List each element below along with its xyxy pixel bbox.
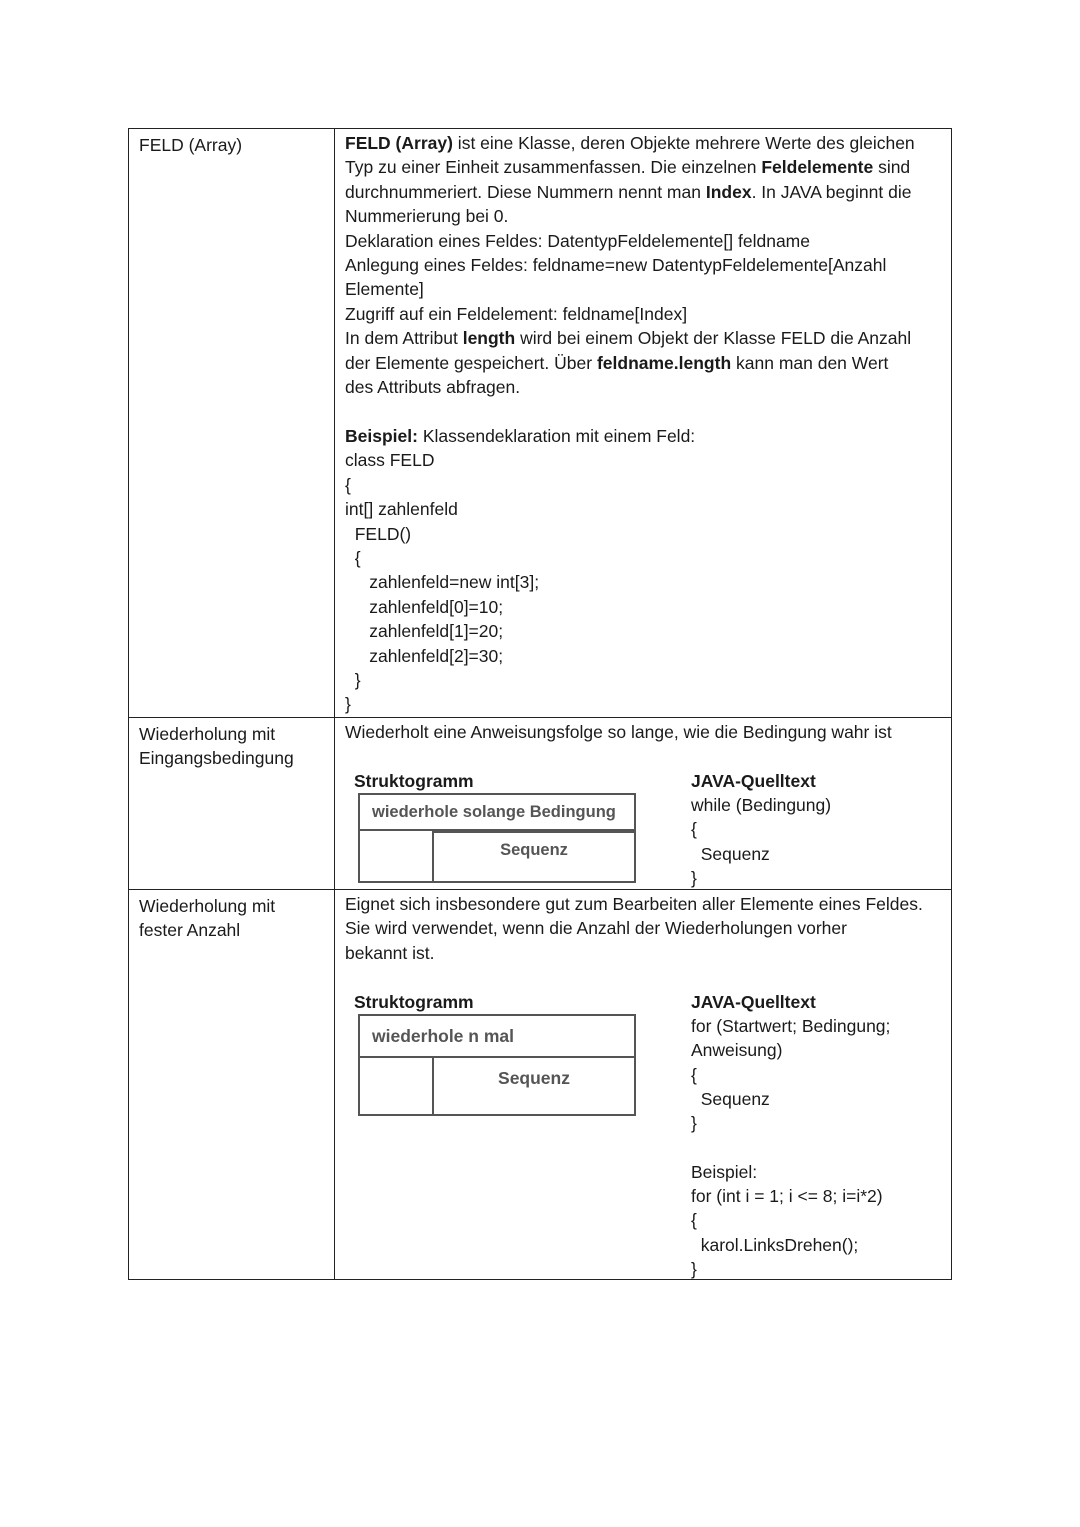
example-label: Beispiel: — [345, 425, 418, 446]
text-span: In dem Attribut — [345, 328, 463, 349]
creation-line: Anlegung eines Feldes: feldname=new DatentypFeldelemente[Anzahl — [345, 255, 887, 276]
text-span: Typ zu einer Einheit zusammenfassen. Die einzelnen — [345, 157, 762, 178]
bold-term: length — [462, 328, 516, 349]
code-line: } — [345, 694, 351, 715]
code-line: class FELD — [345, 450, 435, 471]
feld-code-block — [345, 448, 941, 716]
creation-line-cont: Elemente] — [345, 279, 424, 300]
struktogramm-label: Struktogramm — [354, 770, 474, 791]
text-span: der Elemente gespeichert. Über — [345, 352, 597, 373]
access-line: Zugriff auf ein Feldelement: feldname[Index] — [345, 303, 688, 324]
term-cell-while — [129, 717, 335, 889]
code-line: { — [691, 1064, 697, 1085]
bold-term: Index — [705, 181, 752, 202]
java-label: JAVA-Quelltext — [691, 770, 816, 791]
bold-term: FELD (Array) — [345, 133, 453, 153]
nsd-loop-header: wiederhole n mal — [360, 1016, 634, 1058]
code-line: { — [691, 1210, 697, 1231]
nassi-shneiderman-diagram — [358, 1014, 636, 1116]
code-line: Anweisung) — [691, 1040, 783, 1061]
code-line: { — [345, 474, 351, 495]
term-line: Wiederholung mit — [139, 895, 276, 916]
code-line: } — [691, 867, 697, 888]
code-line: while (Bedingung) — [691, 794, 832, 815]
while-description — [335, 718, 951, 888]
java-label: JAVA-Quelltext — [691, 991, 816, 1012]
table-row-while — [129, 717, 952, 889]
code-line: } — [345, 669, 361, 690]
code-line: Sequenz — [691, 1088, 770, 1109]
term-line: Eingangsbedingung — [139, 748, 294, 769]
text-span: sind — [873, 157, 911, 178]
while-desc-text: Wiederholt eine Anweisungsfolge so lange, wie die Bedingung wahr ist — [345, 721, 892, 742]
text-span: wird bei einem Objekt der Klasse FELD die Anzahl — [515, 328, 912, 349]
while-code-block — [691, 793, 831, 891]
for-desc-text: Sie wird verwendet, wenn die Anzahl der Wiederholungen vorher — [345, 918, 847, 939]
code-line: zahlenfeld[1]=20; — [345, 621, 504, 642]
term-line: fester Anzahl — [139, 920, 241, 941]
text-line: Nummerierung bei 0. — [345, 206, 509, 227]
term-while — [129, 718, 334, 775]
for-desc-text: Eignet sich insbesondere gut zum Bearbeiten aller Elemente eines Feldes. — [345, 893, 923, 914]
nassi-shneiderman-diagram — [358, 793, 636, 883]
example-text: Klassendeklaration mit einem Feld: — [417, 425, 696, 446]
code-line: } — [691, 1258, 697, 1279]
text-span: durchnummeriert. Diese Nummern nennt man — [345, 181, 706, 202]
code-line: for (int i = 1; i <= 8; i=i*2) — [691, 1185, 883, 1206]
code-line: FELD() — [345, 523, 412, 544]
for-example-code-block — [691, 1184, 883, 1282]
desc-cell-while — [335, 717, 952, 889]
code-line: { — [345, 547, 361, 568]
code-line: karol.LinksDrehen(); — [691, 1234, 859, 1255]
desc-cell-for — [335, 889, 952, 1279]
text-span: ist eine Klasse, deren Objekte mehrere Werte des gleichen — [452, 133, 915, 153]
code-line: int[] zahlenfeld — [345, 499, 458, 520]
code-line: { — [691, 819, 697, 840]
code-line: zahlenfeld[0]=10; — [345, 596, 504, 617]
code-line: zahlenfeld=new int[3]; — [345, 572, 540, 593]
bold-term: feldname.length — [596, 352, 732, 373]
code-line: } — [691, 1113, 697, 1134]
term-cell-feld — [129, 129, 335, 718]
feld-description — [335, 129, 951, 717]
for-code-block — [691, 1014, 890, 1136]
text-span: . In JAVA beginnt die — [751, 181, 912, 202]
text-line: des Attributs abfragen. — [345, 377, 521, 398]
term-for — [129, 890, 334, 947]
nsd-loop-header: wiederhole solange Bedingung — [360, 795, 634, 831]
for-desc-text: bekannt ist. — [345, 942, 435, 963]
definition-table — [128, 128, 952, 1280]
term-feld: FELD (Array) — [139, 135, 243, 155]
for-example-label: Beispiel: — [691, 1161, 758, 1182]
table-row-for — [129, 889, 952, 1279]
code-line: for (Startwert; Bedingung; — [691, 1015, 891, 1036]
term-line: Wiederholung mit — [139, 723, 276, 744]
nsd-sequence-block: Sequenz — [432, 1056, 636, 1116]
declaration-line: Deklaration eines Feldes: DatentypFeldelemente[] feldname — [345, 230, 810, 251]
text-span: kann man den Wert — [731, 352, 889, 373]
for-description — [335, 890, 951, 1278]
struktogramm-label: Struktogramm — [354, 991, 474, 1012]
table-row-feld — [129, 129, 952, 718]
nsd-sequence-block: Sequenz — [432, 831, 636, 883]
code-line: Sequenz — [691, 843, 770, 864]
desc-cell-feld — [335, 129, 952, 718]
term-cell-for — [129, 889, 335, 1279]
bold-term: Feldelemente — [761, 157, 874, 178]
code-line: zahlenfeld[2]=30; — [345, 645, 504, 666]
